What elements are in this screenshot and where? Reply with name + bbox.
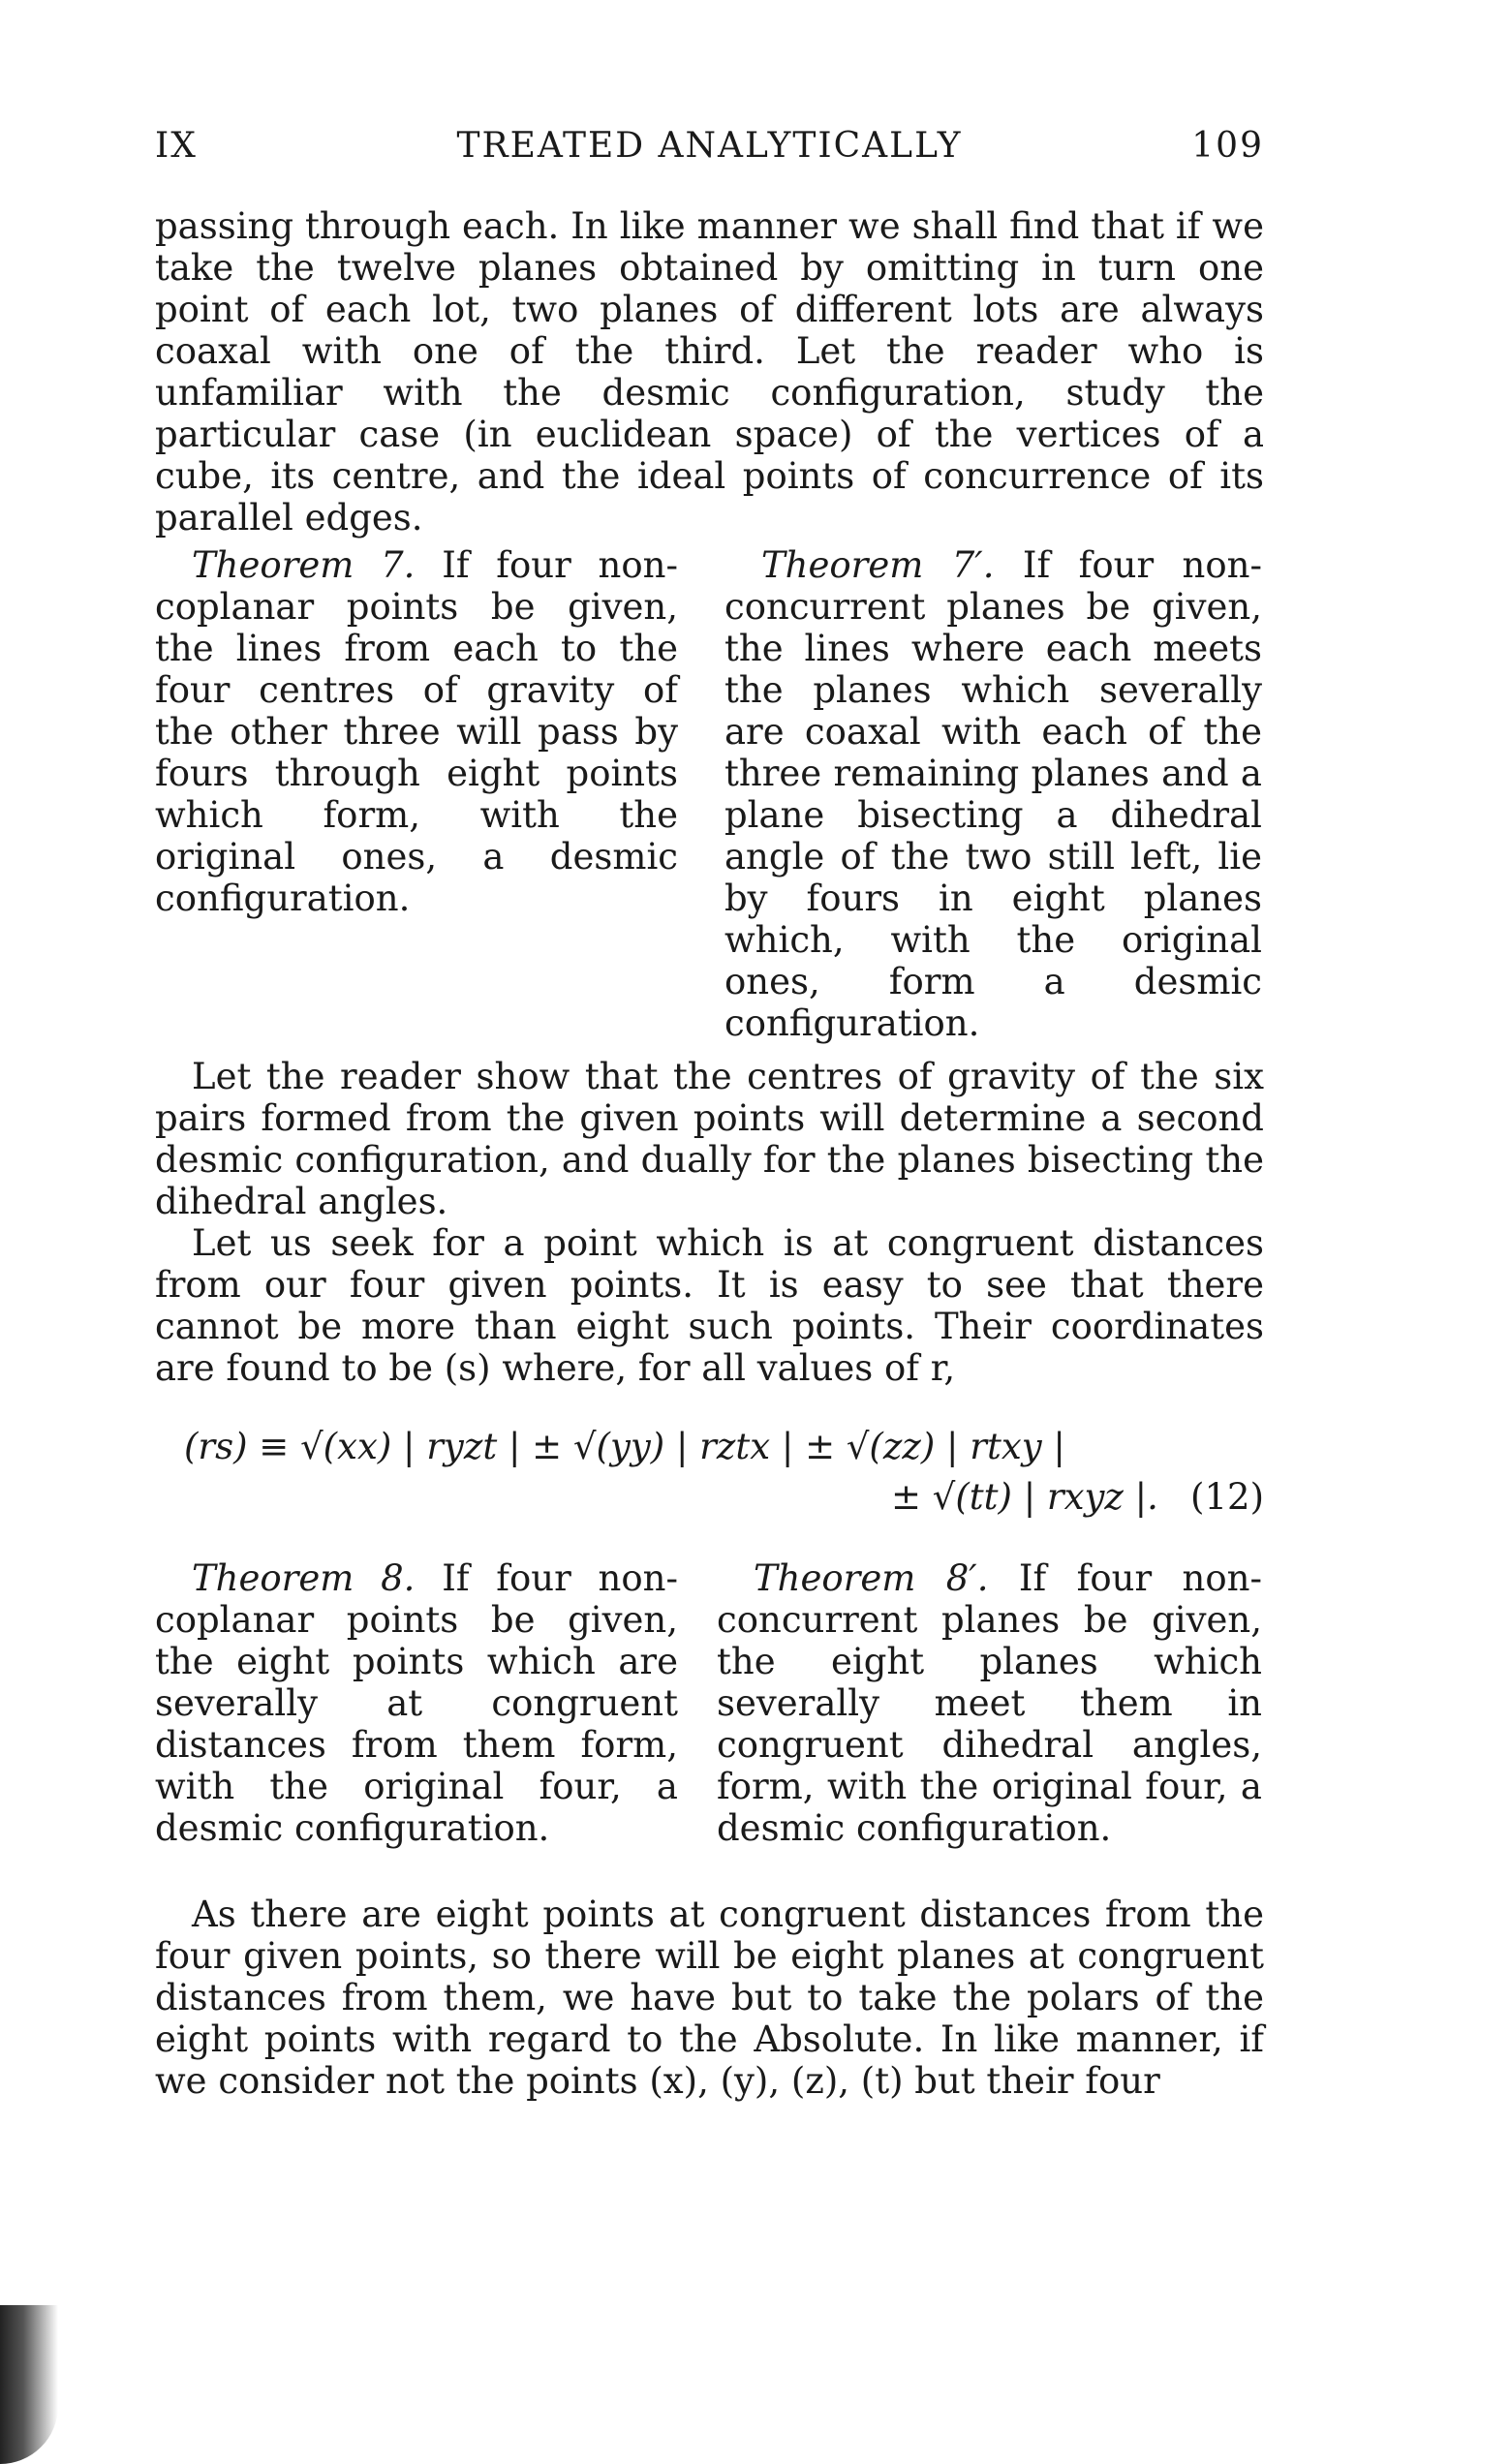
page-number: 109	[1191, 126, 1264, 166]
theorem-8-prime-label: Theorem 8′.	[754, 1557, 989, 1599]
equation-line-2: ± √(tt) | rxyz |.	[891, 1476, 1158, 1518]
theorem-7-prime-text: If four non-concurrent planes be given, the lines where each meets the planes which severally are coaxal with each of the three remaining planes and a plane bisecting a dihedral angle of the two still left, lie by fours in eight planes which, with the original ones, form a desmic configuration.	[724, 544, 1262, 1044]
intro-paragraph-block	[155, 205, 1264, 539]
running-header	[155, 126, 1264, 184]
equation-line-1: (rs) ≡ √(xx) | ryzt | ± √(yy) | rztx | ± √(zz) | rtxy |	[184, 1426, 1065, 1467]
equation-12	[155, 1422, 1264, 1528]
centres-paragraph: Let the reader show that the centres of gravity of the six pairs formed from the given points will determine a second desmic configuration, and dually for the planes bisecting the dihedral angles.	[155, 1056, 1264, 1222]
centres-paragraph-block	[155, 1056, 1264, 1389]
equation-number: (12)	[1190, 1476, 1264, 1518]
theorem-8-text: If four non-coplanar points be given, the eight points which are severally at congruent distances from them form, with the original four, a desmic configuration.	[155, 1557, 678, 1849]
theorem-8-label: Theorem 8.	[192, 1557, 416, 1599]
final-paragraph-block	[155, 1894, 1264, 2102]
seek-paragraph: Let us seek for a point which is at congruent distances from our four given points. It is easy to see that there cannot be more than eight such points. Their coordinates are found to be (s) where, for all values of r,	[155, 1222, 1264, 1389]
final-paragraph: As there are eight points at congruent distances from the four given points, so there will be eight planes at congruent distances from them, we have but to take the polars of the eight points with regard to the Absolute. In like manner, if we consider not the points (x), (y), (z), (t) but their four	[155, 1894, 1264, 2102]
intro-paragraph: passing through each. In like manner we shall find that if we take the twelve planes obtained by omitting in turn one point of each lot, two planes of different lots are always coaxal with one of the third. Let the reader who is unfamiliar with the desmic configuration, study the particular case (in euclidean space) of the vertices of a cube, its centre, and the ideal points of concurrence of its parallel edges.	[155, 205, 1264, 539]
theorem-8-prime-text: If four non-concurrent planes be given, the eight planes which severally meet them in congruent dihedral angles, form, with the original four, a desmic configuration.	[717, 1557, 1262, 1849]
page-edge-shadow	[0, 2305, 58, 2464]
theorem-8-prime	[717, 1557, 1262, 1849]
theorem-7-text: If four non-coplanar points be given, the lines from each to the four centres of gravity of the other three will pass by fours through eight points which form, with the original ones, a desmic configuration.	[155, 544, 678, 919]
theorem-7	[155, 544, 678, 919]
theorem-7-prime-label: Theorem 7′.	[761, 544, 995, 586]
chapter-number: IX	[155, 126, 198, 166]
running-title: TREATED ANALYTICALLY	[456, 126, 963, 166]
theorem-8	[155, 1557, 678, 1849]
theorem-7-label: Theorem 7.	[192, 544, 416, 586]
theorem-7-prime	[724, 544, 1262, 1044]
